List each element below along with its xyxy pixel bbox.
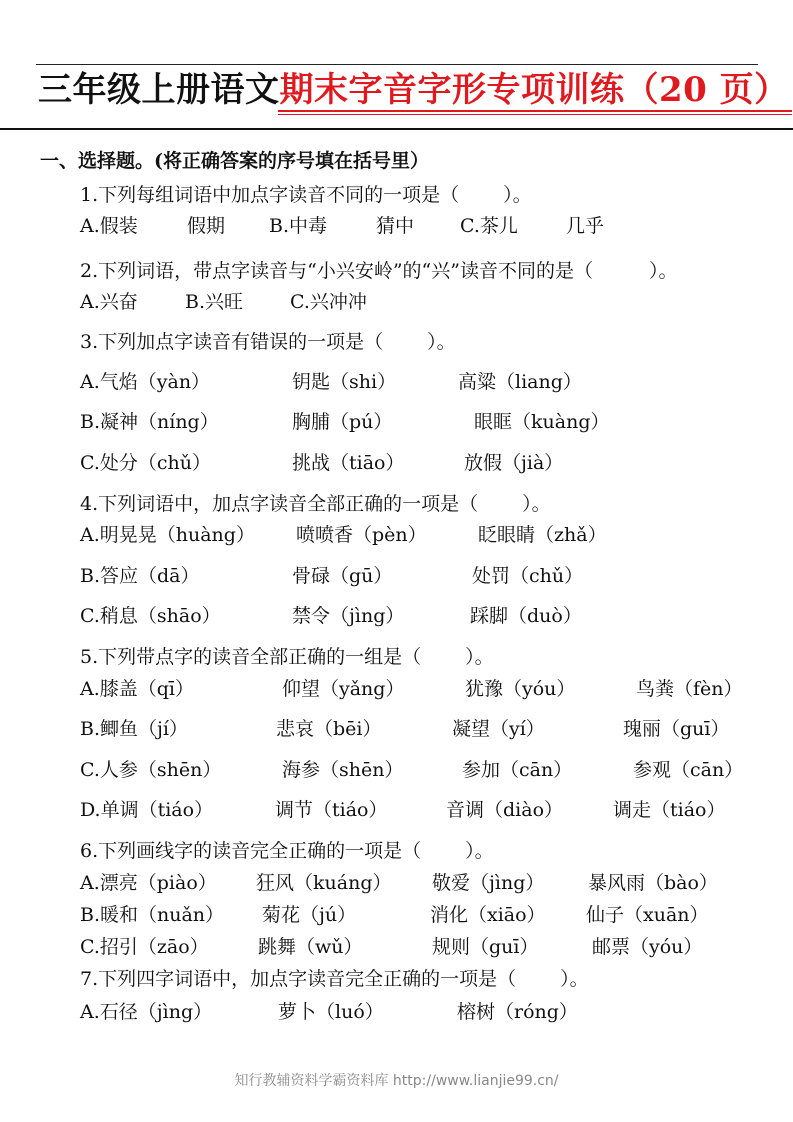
option: 胸脯（pú） — [292, 411, 393, 433]
title-grade: 三年级上册语文 — [38, 70, 280, 110]
option: D.单调（tiáo） — [80, 799, 214, 821]
option: A.气焰（yàn） — [80, 371, 211, 393]
question-close: ）。 — [503, 184, 532, 206]
q5-row-a — [80, 674, 780, 704]
option: 高粱（liang） — [458, 371, 582, 393]
option: 调节（tiáo） — [275, 799, 388, 821]
option: C.稍息（shāo） — [80, 605, 221, 627]
question-close: ）。 — [560, 968, 589, 990]
option: 钥匙（shi） — [292, 371, 397, 393]
option: B.答应（dā） — [80, 565, 200, 587]
option: 海参（shēn） — [282, 759, 404, 781]
option: A.石径（jìng） — [80, 1001, 213, 1023]
option: 假期 — [187, 215, 226, 237]
q3-row-b — [80, 407, 780, 437]
q7-row-a — [80, 997, 780, 1027]
option: A.膝盖（qī） — [80, 678, 195, 700]
q5-row-c — [80, 755, 780, 785]
option: 眼眶（kuàng） — [474, 411, 610, 433]
option: 狂风（kuáng） — [256, 872, 392, 894]
footer-watermark: 知行教辅资料学霸资料库 http://www.lianjie99.cn/ — [234, 1073, 559, 1089]
question-1 — [80, 180, 532, 207]
question-4 — [80, 489, 551, 516]
option: C.兴冲冲 — [290, 291, 367, 313]
q6-row-b — [80, 900, 780, 930]
question-prompt: 4.下列词语中，加点字读音全部正确的一项是（ — [80, 493, 479, 515]
q6-row-a — [80, 868, 780, 898]
option: 猜中 — [376, 215, 415, 237]
option: 参加（cān） — [462, 759, 573, 781]
q5-row-b — [80, 714, 780, 744]
question-prompt: 2.下列词语，带点字读音与“小兴安岭”的“兴”读音不同的是（ — [80, 260, 593, 282]
title-subject: 期末字音字形专项训练（20 页） — [279, 70, 789, 110]
option: 几乎 — [566, 215, 605, 237]
option: A.明晃晃（huàng） — [80, 524, 255, 546]
option: 音调（diào） — [446, 799, 564, 821]
option: 调走（tiáo） — [613, 799, 726, 821]
option: B.暖和（nuǎn） — [80, 904, 225, 926]
question-close: ）。 — [465, 646, 494, 668]
q2-options — [80, 287, 780, 317]
option: 瑰丽（guī） — [623, 718, 730, 740]
option: 暴风雨（bào） — [588, 872, 718, 894]
option: 榕树（róng） — [457, 1001, 578, 1023]
q3-row-c — [80, 448, 780, 478]
question-6 — [80, 836, 494, 863]
option: 规则（guī） — [432, 936, 539, 958]
q3-row-a — [80, 367, 780, 397]
option: 消化（xiāo） — [430, 904, 546, 926]
option: B.中毒 — [269, 215, 328, 237]
question-close: ）。 — [522, 493, 551, 515]
option: 菊花（jú） — [262, 904, 357, 926]
question-7 — [80, 964, 589, 991]
question-prompt: 6.下列画线字的读音完全正确的一项是（ — [80, 840, 422, 862]
option: B.鲫鱼（jí） — [80, 718, 188, 740]
option: 悲哀（bēi） — [276, 718, 382, 740]
question-close: ）。 — [465, 840, 494, 862]
option: 眨眼睛（zhǎ） — [478, 524, 607, 546]
option: 骨碌（gū） — [292, 565, 393, 587]
title-text — [38, 70, 789, 110]
question-prompt: 1.下列每组词语中加点字读音不同的一项是（ — [80, 184, 460, 206]
q6-row-c — [80, 932, 780, 962]
section-heading: 一、选择题。(将正确答案的序号填在括号里） — [40, 150, 429, 172]
question-2 — [80, 256, 678, 283]
question-close: ）。 — [648, 260, 678, 282]
option: A.假装 — [80, 215, 138, 237]
q1-options — [80, 211, 780, 241]
option: 参观（cān） — [633, 759, 744, 781]
option: B.凝神（níng） — [80, 411, 219, 433]
option: C.人参（shēn） — [80, 759, 222, 781]
question-close: ）。 — [427, 331, 456, 353]
option: A.漂亮（piào） — [80, 872, 217, 894]
question-prompt: 5.下列带点字的读音全部正确的一组是（ — [80, 646, 422, 668]
option: 敬爱（jìng） — [432, 872, 545, 894]
title-top-line — [36, 64, 758, 65]
page-title — [36, 64, 789, 114]
option: 踩脚（duò） — [470, 605, 582, 627]
option: C.处分（chǔ） — [80, 452, 212, 474]
option: 凝望（yí） — [452, 718, 545, 740]
option: 跳舞（wǔ） — [258, 936, 363, 958]
q4-row-a — [80, 520, 780, 550]
question-prompt: 3.下列加点字读音有错误的一项是（ — [80, 331, 384, 353]
option: C.招引（zāo） — [80, 936, 209, 958]
question-prompt: 7.下列四字词语中，加点字读音完全正确的一项是（ — [80, 968, 517, 990]
q4-row-c — [80, 601, 780, 631]
option: 萝卜（luó） — [278, 1001, 384, 1023]
q4-row-b — [80, 561, 780, 591]
option: 犹豫（yóu） — [465, 678, 576, 700]
option: A.兴奋 — [80, 291, 138, 313]
option: 仙子（xuān） — [586, 904, 709, 926]
question-5 — [80, 642, 494, 669]
title-red-underline-2 — [278, 114, 792, 115]
option: 处罚（chǔ） — [472, 565, 584, 587]
option: 邮票（yóu） — [592, 936, 703, 958]
header-rule — [0, 128, 793, 130]
q5-row-d — [80, 795, 780, 825]
option: C.茶儿 — [460, 215, 518, 237]
question-3 — [80, 327, 456, 354]
option: 鸟粪（fèn） — [636, 678, 743, 700]
option: 放假（jià） — [464, 452, 564, 474]
option: 挑战（tiāo） — [292, 452, 405, 474]
title-red-underline — [278, 110, 792, 112]
option: 喷喷香（pèn） — [296, 524, 427, 546]
option: 禁令（jìng） — [292, 605, 405, 627]
option: B.兴旺 — [185, 291, 244, 313]
option: 仰望（yǎng） — [282, 678, 405, 700]
